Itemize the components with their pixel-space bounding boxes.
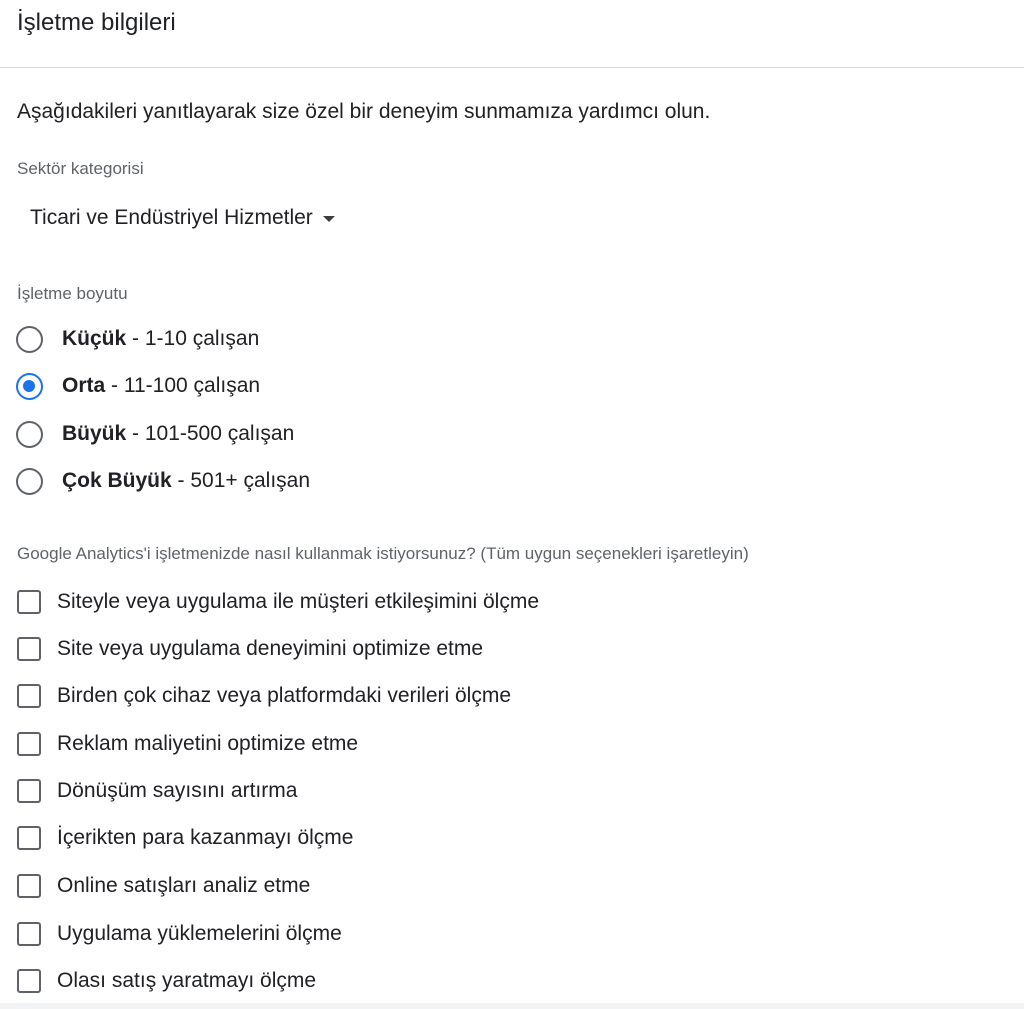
checkbox-row-engagement[interactable] <box>17 584 539 620</box>
checkbox-row-app-installs[interactable] <box>17 916 342 952</box>
checkbox-row-conversions[interactable] <box>17 773 297 809</box>
industry-label: Sektör kategorisi <box>17 159 144 178</box>
radio-button[interactable] <box>16 468 43 495</box>
checkbox[interactable] <box>17 922 41 946</box>
checkbox-row-optimize-experience[interactable] <box>17 631 483 667</box>
radio-label <box>62 323 259 355</box>
radio-label <box>62 465 310 497</box>
radio-label-detail: - 1-10 çalışan <box>126 327 260 350</box>
checkbox-label: Birden çok cihaz veya platformdaki verileri ölçme <box>57 684 512 707</box>
radio-size-small[interactable] <box>16 321 259 357</box>
radio-label-detail: - 101-500 çalışan <box>126 422 295 445</box>
checkbox[interactable] <box>17 590 41 614</box>
radio-label-name: Küçük <box>62 327 127 350</box>
bottom-divider <box>0 1003 1024 1009</box>
radio-button[interactable] <box>16 373 43 400</box>
page-header <box>0 0 1024 68</box>
checkbox[interactable] <box>17 969 41 993</box>
checkbox[interactable] <box>17 637 41 661</box>
intro-text: Aşağıdakileri yanıtlayarak size özel bir deneyim sunmamıza yardımcı olun. <box>17 100 711 123</box>
business-size-label: İşletme boyutu <box>17 284 128 303</box>
checkbox-label: Uygulama yüklemelerini ölçme <box>57 922 342 945</box>
page-title: İşletme bilgileri <box>17 9 176 36</box>
checkbox-row-ad-cost[interactable] <box>17 726 358 762</box>
radio-label-detail: - 501+ çalışan <box>171 469 311 492</box>
radio-label-detail: - 11-100 çalışan <box>105 374 261 397</box>
checkbox-label: Siteyle veya uygulama ile müşteri etkileşimini ölçme <box>57 590 540 613</box>
checkbox[interactable] <box>17 779 41 803</box>
radio-label <box>62 370 260 402</box>
radio-label-name: Orta <box>62 374 106 397</box>
radio-label <box>62 418 294 450</box>
checkbox-row-monetization[interactable] <box>17 820 353 856</box>
caret-down-icon <box>323 216 335 222</box>
checkbox-row-online-sales[interactable] <box>17 868 310 904</box>
checkbox-label: Reklam maliyetini optimize etme <box>57 732 359 755</box>
checkbox-row-cross-platform[interactable] <box>17 678 511 714</box>
checkbox-label: Online satışları analiz etme <box>57 874 311 897</box>
checkbox-label: İçerikten para kazanmayı ölçme <box>57 826 354 849</box>
radio-label-name: Büyük <box>62 422 127 445</box>
radio-button[interactable] <box>16 326 43 353</box>
radio-label-name: Çok Büyük <box>62 469 172 492</box>
checkbox-label: Dönüşüm sayısını artırma <box>57 779 298 802</box>
usage-label: Google Analytics'i işletmenizde nasıl kullanmak istiyorsunuz? (Tüm uygun seçenekleri işaretleyin) <box>17 544 749 563</box>
checkbox[interactable] <box>17 874 41 898</box>
checkbox-label: Site veya uygulama deneyimini optimize etme <box>57 637 484 660</box>
checkbox[interactable] <box>17 732 41 756</box>
radio-size-large[interactable] <box>16 416 294 452</box>
industry-selected-value: Ticari ve Endüstriyel Hizmetler <box>30 206 313 229</box>
industry-dropdown[interactable] <box>30 202 335 234</box>
checkbox[interactable] <box>17 684 41 708</box>
checkbox-label: Olası satış yaratmayı ölçme <box>57 969 317 992</box>
checkbox-row-lead-generation[interactable] <box>17 963 316 999</box>
radio-button[interactable] <box>16 421 43 448</box>
radio-size-xlarge[interactable] <box>16 463 310 499</box>
radio-size-medium[interactable] <box>16 368 260 404</box>
checkbox[interactable] <box>17 826 41 850</box>
